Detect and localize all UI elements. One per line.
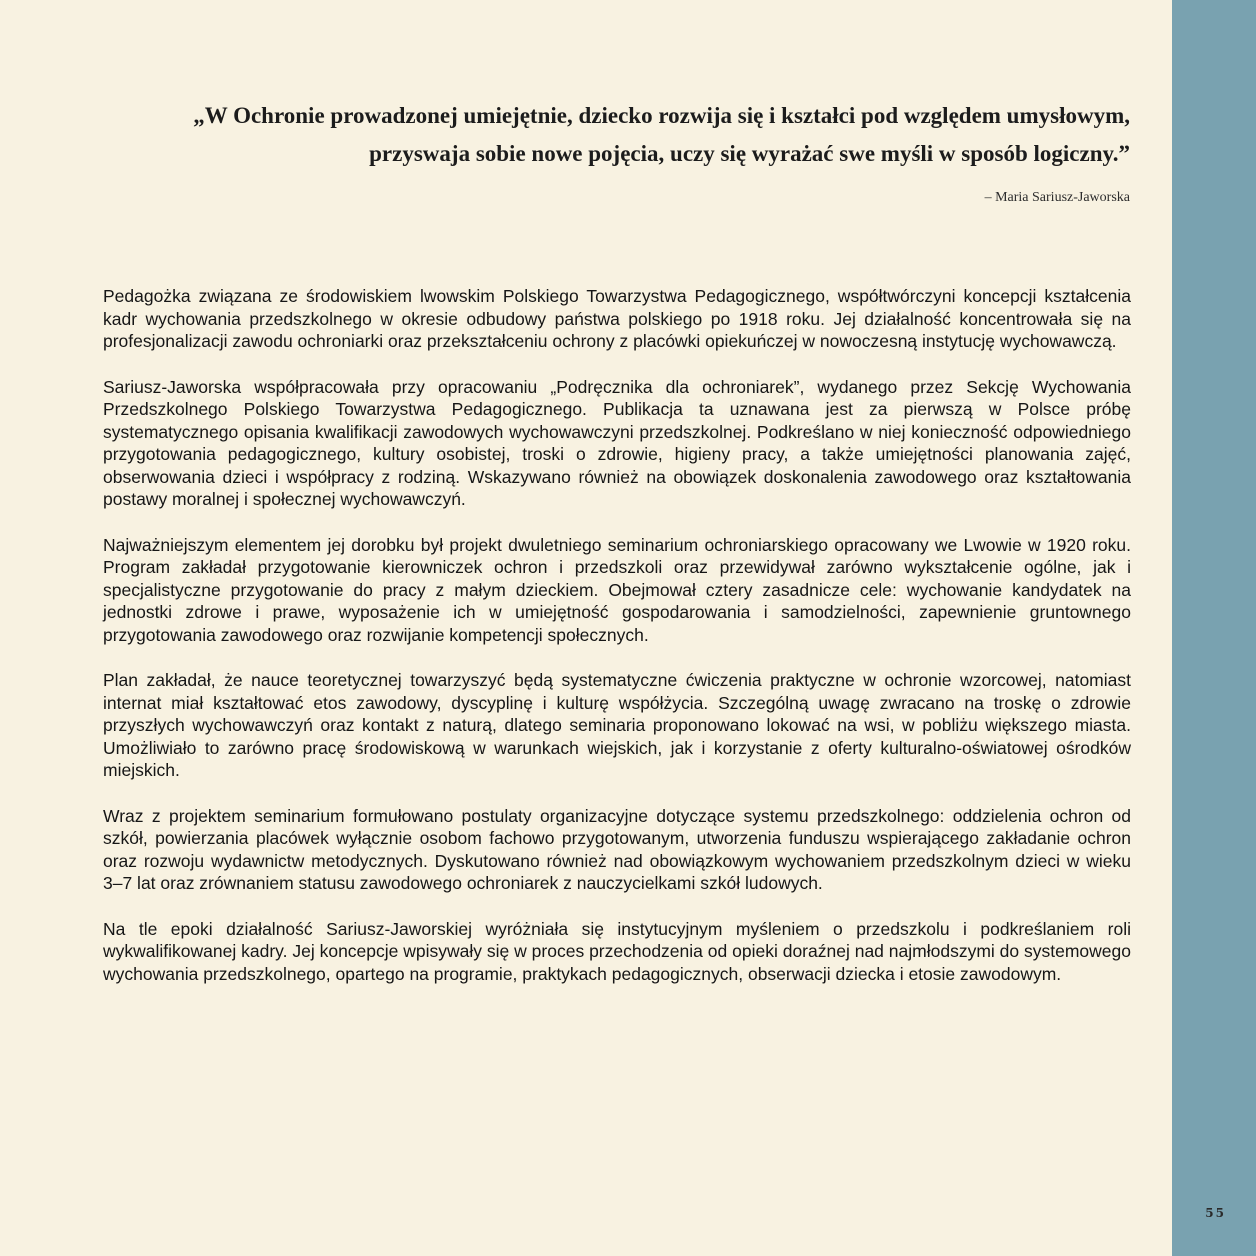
paragraph: Sariusz-Jaworska współpracowała przy opracowaniu „Podręcznika dla ochroniarek”, wydanego przez Sekcję Wychowania Przedszkolnego Polskiego Towarzystwa Pedagogicznego. Publikacja ta uznawana jest za pierwszą w Polsce próbę systematycznego opisania kwalifikacji zawodowych wychowawczyni przedszkolnej. Podkreślano w niej konieczność odpowiedniego przygotowania pedagogicznego, kultury osobistej, troski o zdrowie, higieny pracy, a także umiejętności planowania zajęć, obserwowania dzieci i współpracy z rodziną. Wskazywano również na obowiązek doskonalenia zawodowego oraz kształtowania postawy moralnej i społecznej wychowawczyń.: [103, 376, 1131, 509]
side-margin-bar: [1172, 0, 1256, 1256]
epigraph-quote: [130, 97, 1130, 206]
paragraph: Na tle epoki działalność Sariusz-Jaworskiej wyróżniała się instytucyjnym myśleniem o przedszkolu i podkreślaniem roli wykwalifikowanej kadry. Jej koncepcje wpisywały się w proces przechodzenia od opieki doraźnej nad najmłodszymi do systemowego wychowania przedszkolnego, opartego na programie, praktykach pedagogicznych, obserwacji dziecka i etosie zawodowym.: [103, 918, 1131, 984]
paragraph: Wraz z projektem seminarium formułowano postulaty organizacyjne dotyczące systemu przedszkolnego: oddzielenia ochron od szkół, powierzania placówek wyłącznie osobom fachowo przygotowanym, utworzenia funduszu wspierającego zakładanie ochron oraz rozwoju wydawnictw metodycznych. Dyskutowano również nad obowiązkowym wychowaniem przedszkolnym dzieci w wieku 3–7 lat oraz zrównaniem statusu zawodowego ochroniarek z nauczycielkami szkół ludowych.: [103, 805, 1131, 893]
paragraph: Plan zakładał, że nauce teoretycznej towarzyszyć będą systematyczne ćwiczenia praktyczne w ochronie wzorcowej, natomiast internat miał kształtować etos zawodowy, dyscyplinę i kulturę współżycia. Szczególną uwagę zwracano na troskę o zdrowie przyszłych wychowawczyń oraz kontakt z naturą, dlatego seminaria proponowano lokować na wsi, w pobliżu większego miasta. Umożliwiało to zarówno pracę środowiskową w warunkach wiejskich, jak i korzystanie z oferty kulturalno-oświatowej ośrodków miejskich.: [103, 670, 1131, 780]
body-text: [103, 285, 1131, 1008]
page-number: 55: [1205, 1206, 1226, 1220]
quote-text: „W Ochronie prowadzonej umiejętnie, dziecko rozwija się i kształci pod względem umysłowym, przyswaja sobie nowe pojęcia, uczy się wyrażać swe myśli w sposób logiczny.”: [193, 103, 1130, 166]
paragraph: Najważniejszym elementem jej dorobku był projekt dwuletniego seminarium ochroniarskiego opracowany we Lwowie w 1920 roku. Program zakładał przygotowanie kierowniczek ochron i przedszkoli oraz przewidywał zarówno wykształcenie ogólne, jak i specjalistyczne przygotowanie do pracy z małym dzieckiem. Obejmował cztery zasadnicze cele: wychowanie kandydatek na jednostki zdrowe i prawe, wyposażenie ich w umiejętność gospodarowania i samodzielności, zapewnienie gruntownego przygotowania zawodowego oraz rozwijanie kompetencji społecznych.: [103, 534, 1131, 645]
paragraph: Pedagożka związana ze środowiskiem lwowskim Polskiego Towarzystwa Pedagogicznego, współtwórczyni koncepcji kształcenia kadr wychowania przedszkolnego w okresie odbudowy państwa polskiego po 1918 roku. Jej działalność koncentrowała się na profesjonalizacji zawodu ochroniarki oraz przekształceniu ochrony z placówki opiekuńczej w nowoczesną instytucję wychowawczą.: [103, 286, 1131, 351]
quote-author: – Maria Sariusz-Jaworska: [984, 190, 1130, 205]
